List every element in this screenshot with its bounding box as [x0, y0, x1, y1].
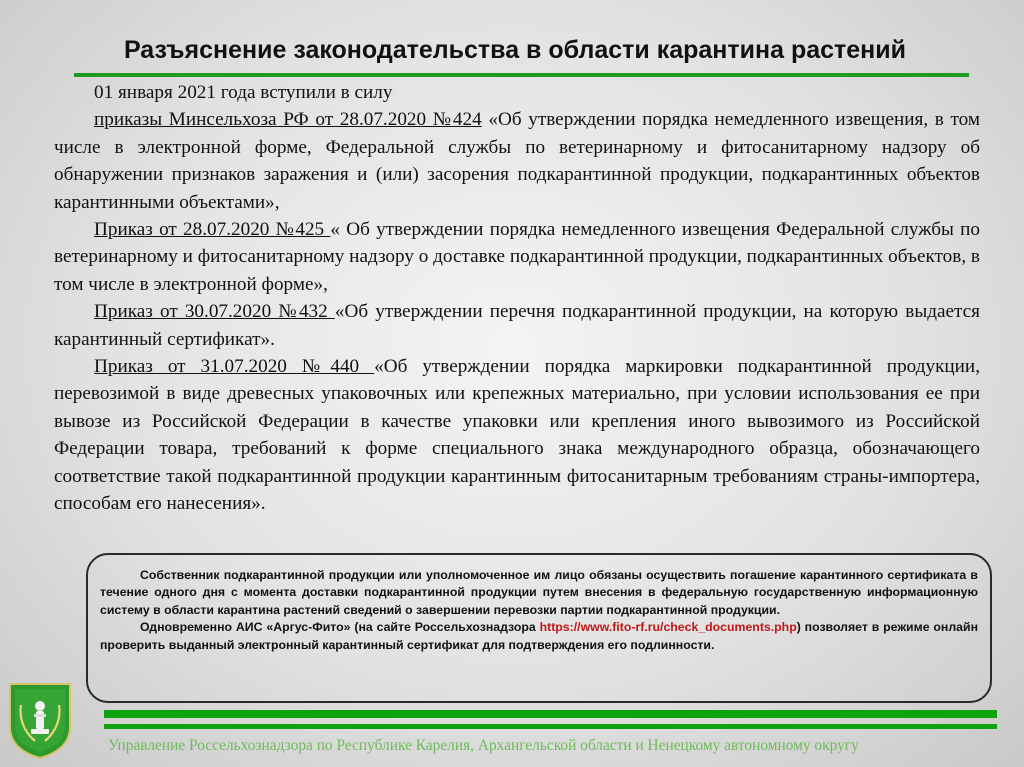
main-text	[54, 79, 980, 518]
rosselkhoznadzor-emblem-icon	[7, 681, 73, 759]
order-text: «Об утверждении порядка немедленного извещения, в том числе в электронной форме, Федеральной службы по ветеринарному и фитосанитарному надзору об обнаружении признаков заражения и (или) засорения подкарантинной продукции, подкарантинных объектов карантинными объектами»,	[54, 109, 980, 213]
order-ref: Приказ от 31.07.2020 №440	[94, 356, 375, 378]
notice-box	[86, 553, 992, 703]
footer-divider-thin	[104, 724, 997, 729]
order-425	[54, 216, 980, 298]
order-text: «Об утверждении перечня подкарантинной продукции, на которую выдается карантинный сертификат».	[54, 301, 980, 350]
order-432	[54, 298, 980, 353]
footer-organization: Управление Россельхознадзора по Республике Карелия, Архангельской области и Ненецкому автономному округу	[108, 737, 859, 754]
intro-line: 01 января 2021 года вступили в силу	[94, 82, 393, 103]
footer-divider-thick	[104, 710, 997, 718]
order-text: « Об утверждении порядка немедленного извещения Федеральной службы по ветеринарному и фитосанитарному надзору о доставке подкарантинной продукции, подкарантинных объектов, в том числе в электронной форме»,	[54, 219, 980, 295]
notice-text-start: Одновременно АИС «Аргус-Фито» (на сайте Россельхознадзора	[140, 620, 540, 635]
order-text: «Об утверждении порядка маркировки подкарантинной продукции, перевозимой в виде древесных упаковочных или крепежных материально, при условии использования ее при вывозе из Российской Федерации в качестве упаковки или крепления иного вывозимого из Российской Федерации товара, требований к форме специального знака международного образца, обозначающего соответствие такой подкарантинной продукции карантинным фитосанитарным требованиям страны-импортера, способам его нанесения».	[54, 356, 980, 515]
notice-paragraph-1: Собственник подкарантинной продукции или уполномоченное им лицо обязаны осуществить погашение карантинного сертификата в течение одного дня с момента доставки подкарантинной продукции путем внесения в федеральную государственную информационную систему в области карантина растений сведений о завершении перевозки партии подкарантинной продукции.	[100, 568, 978, 617]
page-title: Разъяснение законодательства в области карантина растений	[123, 36, 907, 64]
order-440	[54, 353, 980, 517]
order-424	[54, 106, 980, 216]
order-ref: Приказ от 30.07.2020 №432	[94, 301, 335, 323]
notice-paragraph-2	[100, 619, 978, 654]
check-documents-link[interactable]: https://www.fito-rf.ru/check_documents.php	[539, 620, 797, 635]
title-divider	[74, 73, 969, 77]
notice-text-end: ) позволяет в режиме онлайн проверить выданный электронный карантинный сертификат для подтверждения его подлинности.	[100, 620, 978, 652]
order-ref: приказы Минсельхоза РФ от 28.07.2020 №424	[94, 109, 482, 131]
order-ref: Приказ от 28.07.2020 №425	[94, 219, 331, 241]
